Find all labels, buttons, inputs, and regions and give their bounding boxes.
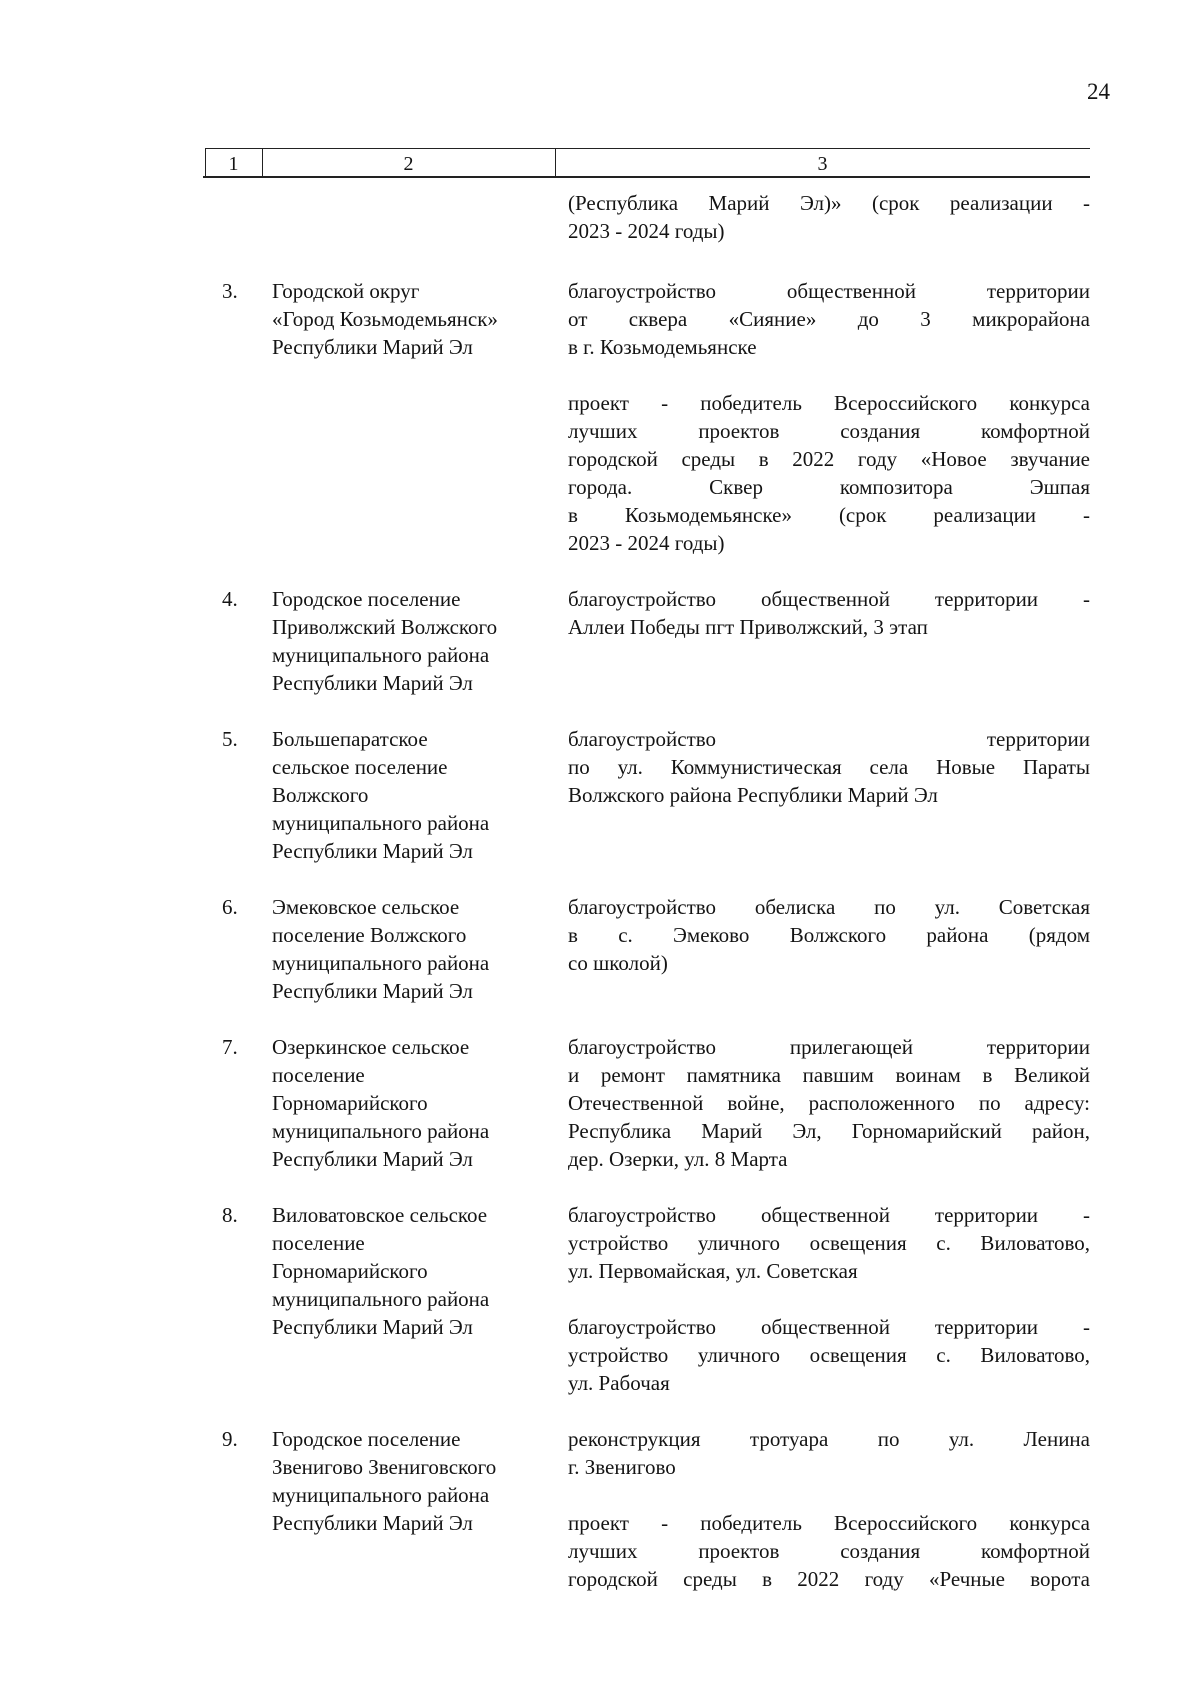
- description-paragraph: [568, 725, 1090, 809]
- text-line: Волжского района Республики Марий Эл: [568, 783, 938, 807]
- text-line: Звенигово Звениговского: [272, 1455, 497, 1479]
- text-line: благоустройство обелиска по ул. Советская: [568, 895, 1090, 919]
- text-line: города. Сквер композитора Эшпая: [568, 475, 1090, 499]
- text-line: муниципального района: [272, 1287, 490, 1311]
- row-municipality: [272, 277, 552, 361]
- table-header-col-2: 2: [403, 153, 414, 175]
- description-paragraph: [568, 277, 1090, 361]
- text-line: лучших проектов создания комфортной: [568, 1539, 1090, 1563]
- text-line: Приволжский Волжского: [272, 615, 498, 639]
- text-line: Озеркинское сельское: [272, 1035, 470, 1059]
- text-line: муниципального района: [272, 951, 490, 975]
- row-description: [568, 1033, 1090, 1173]
- text-line: реконструкция тротуара по ул. Ленина: [568, 1427, 1090, 1451]
- text-line: со школой): [568, 951, 668, 975]
- text-line: 2023 - 2024 годы): [568, 219, 725, 243]
- table-header-top-rule: [205, 148, 1090, 149]
- row-number: 5.: [222, 727, 238, 751]
- text-line: Аллеи Победы пгт Приволжский, 3 этап: [568, 615, 928, 639]
- row-description: [568, 189, 1090, 245]
- text-line: по ул. Коммунистическая села Новые Параты: [568, 755, 1090, 779]
- text-line: в с. Эмеково Волжского района (рядом: [568, 923, 1090, 947]
- row-number: 3.: [222, 279, 238, 303]
- description-paragraph: [568, 1201, 1090, 1285]
- text-line: лучших проектов создания комфортной: [568, 419, 1090, 443]
- text-line: Республики Марий Эл: [272, 671, 473, 695]
- text-line: устройство уличного освещения с. Виловатово,: [568, 1343, 1090, 1367]
- table-header: [205, 148, 1090, 178]
- text-line: Республики Марий Эл: [272, 979, 473, 1003]
- text-line: благоустройство общественной территории -: [568, 1203, 1090, 1227]
- text-line: устройство уличного освещения с. Виловатово,: [568, 1231, 1090, 1255]
- row-description: [568, 277, 1090, 557]
- text-line: в Козьмодемьянске» (срок реализации -: [568, 503, 1090, 527]
- text-line: Городской округ: [272, 279, 420, 303]
- text-line: городской среды в 2022 году «Новое звучание: [568, 447, 1090, 471]
- text-line: поселение: [272, 1231, 365, 1255]
- text-line: Республики Марий Эл: [272, 839, 473, 863]
- text-line: Волжского: [272, 783, 369, 807]
- text-line: в г. Козьмодемьянске: [568, 335, 757, 359]
- text-line: ул. Первомайская, ул. Советская: [568, 1259, 858, 1283]
- text-line: муниципального района: [272, 1119, 490, 1143]
- text-line: Горномарийского: [272, 1091, 428, 1115]
- text-line: 2023 - 2024 годы): [568, 531, 725, 555]
- text-line: Эмековское сельское: [272, 895, 460, 919]
- row-description: [568, 1201, 1090, 1397]
- text-line: «Город Козьмодемьянск»: [272, 307, 498, 331]
- row-number: 8.: [222, 1203, 238, 1227]
- row-municipality: [272, 585, 552, 697]
- row-municipality: [272, 1425, 552, 1537]
- table-header-col-1: 1: [228, 153, 239, 175]
- text-line: поселение: [272, 1063, 365, 1087]
- text-line: г. Звенигово: [568, 1455, 676, 1479]
- text-line: Республики Марий Эл: [272, 1147, 473, 1171]
- text-line: и ремонт памятника павшим воинам в Великой: [568, 1063, 1090, 1087]
- row-municipality: [272, 725, 552, 865]
- text-line: Большепаратское: [272, 727, 428, 751]
- row-number: 9.: [222, 1427, 238, 1451]
- row-number: 6.: [222, 895, 238, 919]
- description-paragraph: [568, 389, 1090, 557]
- text-line: муниципального района: [272, 811, 490, 835]
- row-description: [568, 893, 1090, 977]
- text-line: благоустройство общественной территории: [568, 279, 1090, 303]
- text-line: ул. Рабочая: [568, 1371, 670, 1395]
- row-number: 7.: [222, 1035, 238, 1059]
- text-line: проект - победитель Всероссийского конкурса: [568, 1511, 1090, 1535]
- page-number: 24: [1087, 79, 1110, 104]
- table-header-col-3: 3: [817, 153, 828, 175]
- row-municipality: [272, 1033, 552, 1173]
- description-paragraph: [568, 1033, 1090, 1173]
- text-line: благоустройство общественной территории -: [568, 1315, 1090, 1339]
- description-paragraph: [568, 1425, 1090, 1481]
- text-line: дер. Озерки, ул. 8 Марта: [568, 1147, 788, 1171]
- text-line: Горномарийского: [272, 1259, 428, 1283]
- text-line: Виловатовское сельское: [272, 1203, 488, 1227]
- text-line: благоустройство территории: [568, 727, 1090, 751]
- text-line: сельское поселение: [272, 755, 448, 779]
- text-line: городской среды в 2022 году «Речные ворота: [568, 1567, 1090, 1591]
- text-line: Городское поселение: [272, 1427, 461, 1451]
- description-paragraph: [568, 585, 1090, 641]
- row-municipality: [272, 1201, 552, 1341]
- text-line: благоустройство прилегающей территории: [568, 1035, 1090, 1059]
- row-description: [568, 585, 1090, 641]
- description-paragraph: [568, 1509, 1090, 1593]
- row-municipality: [272, 893, 552, 1005]
- text-line: Городское поселение: [272, 587, 461, 611]
- text-line: Республики Марий Эл: [272, 1511, 473, 1535]
- text-line: муниципального района: [272, 1483, 490, 1507]
- text-line: Республики Марий Эл: [272, 335, 473, 359]
- text-line: от сквера «Сияние» до 3 микрорайона: [568, 307, 1090, 331]
- description-paragraph: [568, 189, 1090, 245]
- text-line: Отечественной войне, расположенного по адресу:: [568, 1091, 1090, 1115]
- text-line: (Республика Марий Эл)» (срок реализации -: [568, 191, 1090, 215]
- text-line: муниципального района: [272, 643, 490, 667]
- row-description: [568, 725, 1090, 809]
- row-number: 4.: [222, 587, 238, 611]
- text-line: Республики Марий Эл: [272, 1315, 473, 1339]
- text-line: проект - победитель Всероссийского конкурса: [568, 391, 1090, 415]
- text-line: поселение Волжского: [272, 923, 467, 947]
- text-line: Республика Марий Эл, Горномарийский район,: [568, 1119, 1090, 1143]
- description-paragraph: [568, 1313, 1090, 1397]
- text-line: благоустройство общественной территории -: [568, 587, 1090, 611]
- row-description: [568, 1425, 1090, 1593]
- description-paragraph: [568, 893, 1090, 977]
